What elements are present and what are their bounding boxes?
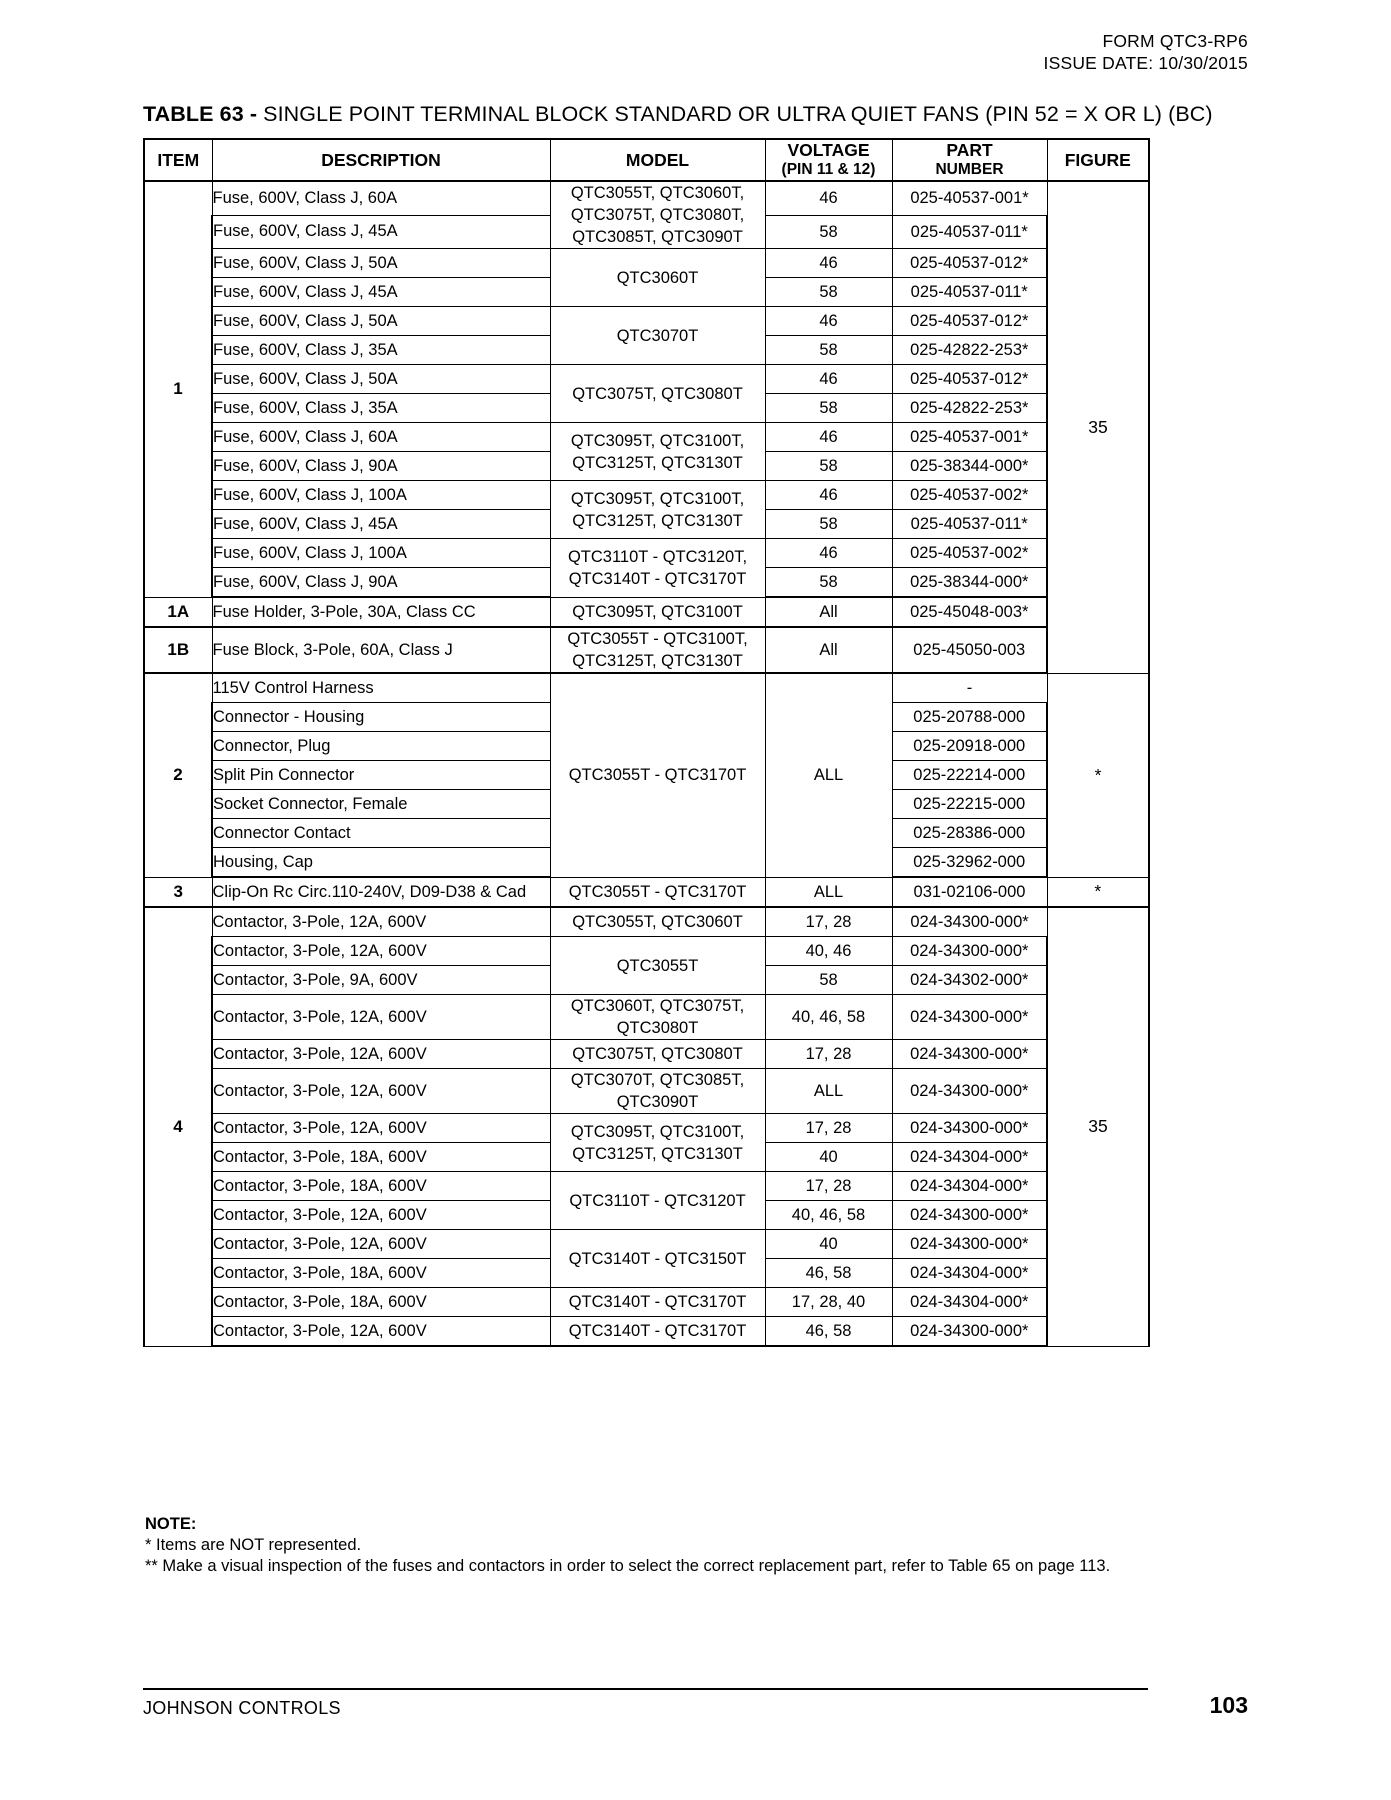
part-number: 024-34304-000*	[892, 1143, 1047, 1172]
model-line: QTC3095T, QTC3100T	[572, 602, 743, 621]
item-number: 4	[144, 907, 212, 1346]
part-description: Contactor, 3-Pole, 12A, 600V	[212, 937, 550, 966]
voltage-code: 58	[765, 966, 892, 995]
part-description: Contactor, 3-Pole, 12A, 600V	[212, 1201, 550, 1230]
column-header-figure: FIGURE	[1047, 139, 1149, 181]
part-description: Contactor, 3-Pole, 12A, 600V	[212, 1040, 550, 1069]
model-list	[550, 365, 765, 423]
model-line: QTC3075T, QTC3080T	[572, 1045, 743, 1063]
table-row	[144, 1172, 1149, 1201]
model-line: QTC3055T - QTC3170T	[568, 882, 747, 901]
model-list	[550, 877, 765, 907]
model-list	[550, 673, 765, 877]
footer-divider	[143, 1688, 1148, 1690]
part-description: Connector Contact	[212, 819, 550, 848]
part-description: Fuse, 600V, Class J, 60A	[212, 181, 550, 215]
model-list	[550, 627, 765, 673]
table-number: TABLE 63 -	[143, 102, 264, 126]
table-row	[144, 937, 1149, 966]
part-number: 024-34300-000*	[892, 1069, 1047, 1114]
part-description: Fuse, 600V, Class J, 45A	[212, 215, 550, 248]
part-number: 024-34300-000*	[892, 937, 1047, 966]
part-number: 025-38344-000*	[892, 568, 1047, 598]
part-number: 025-40537-002*	[892, 539, 1047, 568]
note-title: NOTE:	[145, 1515, 197, 1533]
voltage-code: ALL	[765, 877, 892, 907]
document-header	[1044, 30, 1248, 74]
table-row	[144, 249, 1149, 278]
column-header-voltage-sub: (PIN 11 & 12)	[781, 161, 876, 178]
part-description: Contactor, 3-Pole, 18A, 600V	[212, 1143, 550, 1172]
part-number: 025-40537-012*	[892, 249, 1047, 278]
part-description: Fuse, 600V, Class J, 35A	[212, 336, 550, 365]
part-number: 025-22215-000	[892, 790, 1047, 819]
model-list	[550, 307, 765, 365]
model-line: QTC3110T - QTC3120T,	[567, 547, 748, 566]
part-description: Fuse Block, 3-Pole, 60A, Class J	[212, 627, 550, 673]
model-line: QTC3075T, QTC3080T	[572, 384, 743, 403]
model-list	[550, 597, 765, 627]
part-description: Fuse, 600V, Class J, 90A	[212, 568, 550, 598]
voltage-code: 58	[765, 336, 892, 365]
model-line: QTC3125T, QTC3130T	[572, 1144, 743, 1163]
model-list	[550, 481, 765, 539]
item-number: 3	[144, 877, 212, 907]
voltage-code: 58	[765, 452, 892, 481]
part-description: Fuse, 600V, Class J, 45A	[212, 278, 550, 307]
part-number: -	[892, 673, 1047, 703]
item-number: 1A	[144, 597, 212, 627]
model-list	[550, 1069, 765, 1114]
voltage-code: 40	[765, 1143, 892, 1172]
voltage-code: 17, 28	[765, 1114, 892, 1143]
form-number: FORM QTC3-RP6	[1102, 31, 1248, 51]
model-line: QTC3090T	[616, 1093, 699, 1111]
part-number: 025-42822-253*	[892, 394, 1047, 423]
part-number: 025-40537-011*	[892, 510, 1047, 539]
part-number: 025-40537-002*	[892, 481, 1047, 510]
part-number: 024-34300-000*	[892, 995, 1047, 1040]
model-line: QTC3140T - QTC3170T	[568, 569, 747, 588]
part-description: Contactor, 3-Pole, 12A, 600V	[212, 1114, 550, 1143]
part-description: Clip-On Rc Circ.110-240V, D09-D38 & Cad	[212, 877, 550, 907]
column-header-voltage-main: VOLTAGE	[787, 140, 870, 160]
voltage-code: 17, 28, 40	[765, 1288, 892, 1317]
part-number: 025-40537-001*	[892, 181, 1047, 215]
column-header-voltage	[765, 139, 892, 181]
voltage-code: 17, 28	[765, 1172, 892, 1201]
model-list	[550, 1040, 765, 1069]
model-line: QTC3055T - QTC3100T,	[567, 630, 748, 648]
part-description: Contactor, 3-Pole, 12A, 600V	[212, 995, 550, 1040]
part-number: 024-34304-000*	[892, 1288, 1047, 1317]
part-description: Fuse, 600V, Class J, 50A	[212, 365, 550, 394]
part-description: Contactor, 3-Pole, 12A, 600V	[212, 907, 550, 937]
part-number: 024-34304-000*	[892, 1172, 1047, 1201]
part-number: 025-40537-012*	[892, 365, 1047, 394]
note-line-2: ** Make a visual inspection of the fuses and contactors in order to select the correct replacement part, refer to Table 65 on page 113.	[145, 1557, 1111, 1575]
model-line: QTC3060T	[616, 268, 699, 287]
figure-number: *	[1047, 877, 1149, 907]
part-number: 025-32962-000	[892, 848, 1047, 878]
table-body	[144, 181, 1149, 1346]
table-row	[144, 1069, 1149, 1114]
parts-table-container	[143, 138, 1148, 1347]
model-line: QTC3055T - QTC3170T	[568, 766, 747, 785]
part-number: 024-34302-000*	[892, 966, 1047, 995]
part-number: 025-42822-253*	[892, 336, 1047, 365]
part-description: Fuse, 600V, Class J, 50A	[212, 249, 550, 278]
table-row	[144, 597, 1149, 627]
part-description: Split Pin Connector	[212, 761, 550, 790]
voltage-code: All	[765, 627, 892, 673]
voltage-code: 46, 58	[765, 1259, 892, 1288]
model-line: QTC3095T, QTC3100T,	[570, 431, 745, 450]
voltage-code: 17, 28	[765, 907, 892, 937]
table-row	[144, 995, 1149, 1040]
part-number: 024-34300-000*	[892, 1230, 1047, 1259]
part-number: 025-28386-000	[892, 819, 1047, 848]
part-description: Contactor, 3-Pole, 9A, 600V	[212, 966, 550, 995]
table-row	[144, 181, 1149, 215]
model-line: QTC3075T, QTC3080T,	[570, 206, 745, 224]
model-list	[550, 1230, 765, 1288]
table-row	[144, 539, 1149, 568]
column-header-part-main: PART	[946, 140, 993, 160]
model-line: QTC3110T - QTC3120T	[569, 1191, 746, 1210]
voltage-code: 46	[765, 481, 892, 510]
voltage-code: 46	[765, 181, 892, 215]
item-number: 1B	[144, 627, 212, 673]
model-list	[550, 907, 765, 937]
part-description: Connector, Plug	[212, 732, 550, 761]
model-list	[550, 1172, 765, 1230]
column-header-description: DESCRIPTION	[212, 139, 550, 181]
model-line: QTC3095T, QTC3100T,	[570, 489, 745, 508]
model-list	[550, 181, 765, 249]
voltage-code: 58	[765, 568, 892, 598]
table-row	[144, 365, 1149, 394]
model-line: QTC3080T	[616, 1019, 699, 1037]
figure-number: *	[1047, 673, 1149, 877]
voltage-code: 46	[765, 365, 892, 394]
part-description: Fuse, 600V, Class J, 35A	[212, 394, 550, 423]
table-row	[144, 1288, 1149, 1317]
model-line: QTC3125T, QTC3130T	[572, 652, 743, 670]
part-number: 024-34300-000*	[892, 1317, 1047, 1347]
voltage-code: 58	[765, 510, 892, 539]
table-row	[144, 1040, 1149, 1069]
model-line: QTC3140T - QTC3170T	[568, 1322, 747, 1340]
part-description: Fuse, 600V, Class J, 50A	[212, 307, 550, 336]
part-description: Housing, Cap	[212, 848, 550, 878]
column-header-part	[892, 139, 1047, 181]
voltage-code: ALL	[765, 673, 892, 877]
voltage-code: ALL	[765, 1069, 892, 1114]
part-number: 025-40537-001*	[892, 423, 1047, 452]
model-list	[550, 1114, 765, 1172]
part-description: 115V Control Harness	[212, 673, 550, 703]
figure-number: 35	[1047, 907, 1149, 1346]
part-description: Contactor, 3-Pole, 12A, 600V	[212, 1230, 550, 1259]
column-header-part-sub: NUMBER	[935, 161, 1004, 178]
voltage-code: 40, 46, 58	[765, 995, 892, 1040]
part-number: 025-40537-011*	[892, 278, 1047, 307]
parts-table	[143, 138, 1150, 1347]
model-line: QTC3070T, QTC3085T,	[570, 1071, 745, 1089]
model-list	[550, 249, 765, 307]
part-description: Fuse, 600V, Class J, 100A	[212, 539, 550, 568]
voltage-code: 46	[765, 423, 892, 452]
table-row	[144, 627, 1149, 673]
part-description: Connector - Housing	[212, 703, 550, 732]
voltage-code: 40, 46	[765, 937, 892, 966]
table-title: SINGLE POINT TERMINAL BLOCK STANDARD OR ULTRA QUIET FANS (PIN 52 = X OR L) (BC)	[263, 102, 1213, 126]
part-description: Fuse, 600V, Class J, 45A	[212, 510, 550, 539]
model-line: QTC3085T, QTC3090T	[572, 228, 743, 246]
model-line: QTC3055T, QTC3060T	[572, 913, 743, 931]
table-row	[144, 1317, 1149, 1347]
item-number: 2	[144, 673, 212, 877]
note-block	[145, 1514, 1110, 1577]
part-description: Contactor, 3-Pole, 18A, 600V	[212, 1259, 550, 1288]
table-row	[144, 673, 1149, 703]
part-description: Contactor, 3-Pole, 12A, 600V	[212, 1317, 550, 1347]
model-line: QTC3140T - QTC3170T	[568, 1293, 747, 1311]
part-number: 024-34300-000*	[892, 907, 1047, 937]
part-description: Fuse, 600V, Class J, 90A	[212, 452, 550, 481]
part-number: 024-34300-000*	[892, 1114, 1047, 1143]
model-list	[550, 1317, 765, 1347]
part-number: 024-34300-000*	[892, 1040, 1047, 1069]
table-row	[144, 877, 1149, 907]
table-row	[144, 1114, 1149, 1143]
part-number: 025-38344-000*	[892, 452, 1047, 481]
model-line: QTC3055T, QTC3060T,	[570, 184, 745, 202]
model-line: QTC3125T, QTC3130T	[572, 453, 743, 472]
voltage-code: 40	[765, 1230, 892, 1259]
note-line-1: * Items are NOT represented.	[145, 1536, 362, 1554]
part-number: 025-40537-011*	[892, 215, 1047, 248]
part-number: 025-20788-000	[892, 703, 1047, 732]
table-row	[144, 907, 1149, 937]
issue-date: ISSUE DATE: 10/30/2015	[1043, 53, 1248, 73]
model-line: QTC3095T, QTC3100T,	[570, 1122, 745, 1141]
table-row	[144, 307, 1149, 336]
part-number: 031-02106-000	[892, 877, 1047, 907]
part-description: Socket Connector, Female	[212, 790, 550, 819]
header-row	[144, 139, 1149, 181]
voltage-code: 46	[765, 539, 892, 568]
model-line: QTC3060T, QTC3075T,	[570, 997, 745, 1015]
part-number: 025-20918-000	[892, 732, 1047, 761]
table-row	[144, 423, 1149, 452]
part-number: 024-34304-000*	[892, 1259, 1047, 1288]
model-list	[550, 539, 765, 598]
part-description: Fuse Holder, 3-Pole, 30A, Class CC	[212, 597, 550, 627]
part-number: 025-22214-000	[892, 761, 1047, 790]
voltage-code: 46	[765, 249, 892, 278]
figure-number: 35	[1047, 181, 1149, 673]
part-number: 025-40537-012*	[892, 307, 1047, 336]
part-description: Fuse, 600V, Class J, 60A	[212, 423, 550, 452]
voltage-code: 58	[765, 394, 892, 423]
table-row	[144, 481, 1149, 510]
model-list	[550, 1288, 765, 1317]
part-description: Contactor, 3-Pole, 12A, 600V	[212, 1069, 550, 1114]
part-number: 024-34300-000*	[892, 1201, 1047, 1230]
item-number: 1	[144, 181, 212, 597]
model-line: QTC3070T	[616, 326, 699, 345]
voltage-code: 58	[765, 215, 892, 248]
voltage-code: 40, 46, 58	[765, 1201, 892, 1230]
model-line: QTC3055T	[616, 956, 699, 975]
column-header-model: MODEL	[550, 139, 765, 181]
part-number: 025-45048-003*	[892, 597, 1047, 627]
column-header-item: ITEM	[144, 139, 212, 181]
model-line: QTC3125T, QTC3130T	[572, 511, 743, 530]
footer-company: JOHNSON CONTROLS	[143, 1698, 341, 1718]
voltage-code: 58	[765, 278, 892, 307]
model-list	[550, 423, 765, 481]
table-row	[144, 1230, 1149, 1259]
part-description: Fuse, 600V, Class J, 100A	[212, 481, 550, 510]
voltage-code: 46	[765, 307, 892, 336]
part-description: Contactor, 3-Pole, 18A, 600V	[212, 1288, 550, 1317]
voltage-code: All	[765, 597, 892, 627]
model-line: QTC3140T - QTC3150T	[568, 1249, 747, 1268]
voltage-code: 17, 28	[765, 1040, 892, 1069]
part-description: Contactor, 3-Pole, 18A, 600V	[212, 1172, 550, 1201]
table-header	[144, 139, 1149, 181]
table-caption	[143, 101, 1213, 127]
voltage-code: 46, 58	[765, 1317, 892, 1347]
footer-page-number: 103	[1209, 1692, 1248, 1718]
part-number: 025-45050-003	[892, 627, 1047, 673]
model-list	[550, 995, 765, 1040]
model-list	[550, 937, 765, 995]
